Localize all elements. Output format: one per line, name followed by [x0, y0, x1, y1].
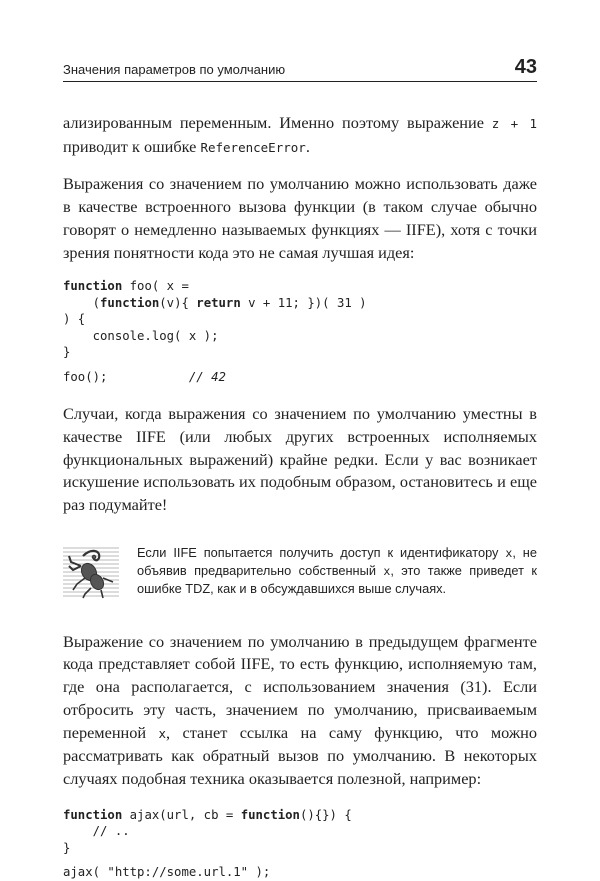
page-content — [63, 112, 537, 881]
paragraph-4 — [63, 631, 537, 791]
code-text: ) { — [63, 312, 86, 327]
note-text — [137, 544, 537, 597]
scorpion-icon — [63, 544, 119, 600]
code-block-2 — [63, 807, 537, 857]
inline-code: x — [383, 563, 391, 578]
keyword: function — [240, 807, 300, 822]
page-header — [63, 53, 537, 82]
inline-code: z + 1 — [491, 116, 537, 131]
code-text: (){}) { — [299, 807, 352, 822]
code-text: } — [63, 840, 71, 855]
paragraph-1 — [63, 112, 537, 159]
code-block-2-call — [63, 864, 537, 881]
code-comment: // .. — [63, 824, 130, 839]
code-text: } — [63, 345, 71, 360]
code-block-1 — [63, 278, 537, 361]
page-number: 43 — [514, 56, 537, 78]
code-comment: // 42 — [188, 369, 226, 384]
text-span: , не объявив предварительно собственный — [137, 544, 537, 578]
text-span: Если IIFE попытается получить доступ к идентификатору — [137, 544, 506, 560]
inline-code: x — [505, 545, 513, 560]
running-title: Значения параметров по умолчанию — [63, 62, 286, 77]
code-text: ajax( "http://some.url.1" ); — [63, 865, 271, 880]
text-span: приводит к ошибке — [63, 136, 201, 156]
text-span: . — [305, 136, 310, 156]
keyword: return — [196, 295, 241, 310]
paragraph-3: Случаи, когда выражения со значением по умолчанию уместны в качестве IIFE (или любых других встроенных исполняемых функциональных выражений) крайне редки. Если у вас возникает искушение использовать их подобным образом, остановитесь и еще раз подумайте! — [63, 404, 537, 515]
text-span: Выражение со значением по умолчанию в предыдущем фрагменте кода представляет собой IIFE, то есть функцию, исполняемую там, где она располагается, с использованием значения (31). Если отбросить эту часть, значением по умолчанию, присваиваемым переменной — [63, 631, 537, 742]
code-text: foo(); — [63, 369, 108, 384]
code-block-1-call — [63, 369, 537, 386]
keyword: function — [63, 279, 123, 294]
text-span: ализированным переменным. Именно поэтому выражение — [63, 113, 492, 132]
code-text: ( — [63, 295, 101, 310]
code-text: (v){ — [159, 295, 197, 310]
code-text: ajax(url, cb = — [122, 807, 241, 822]
paragraph-2: Выражения со значением по умолчанию можно использовать даже в качестве встроенного вызова функции (в таком случае обычно говорят о немедленно называемых функциях — IIFE), хотя с точки зрения понятности кода это не самая лучшая идея: — [63, 174, 537, 262]
note-box — [63, 544, 537, 600]
keyword: function — [63, 807, 123, 822]
code-text: foo( x = — [122, 279, 189, 294]
code-text: console.log( x ); — [63, 328, 219, 343]
text-span: , станет ссылка на саму функцию, что можно рассматривать как обратный вызов по умолчанию. В некоторых случаях подобная техника оказывается полезной, например: — [63, 722, 538, 788]
inline-code: x — [158, 725, 167, 741]
text-span: , это также приведет к ошибке TDZ, как и в обсуждавшихся выше случаях. — [137, 562, 537, 596]
keyword: function — [100, 295, 160, 310]
code-text: v + 11; })( 31 ) — [240, 295, 367, 310]
inline-code: ReferenceError — [200, 139, 306, 155]
